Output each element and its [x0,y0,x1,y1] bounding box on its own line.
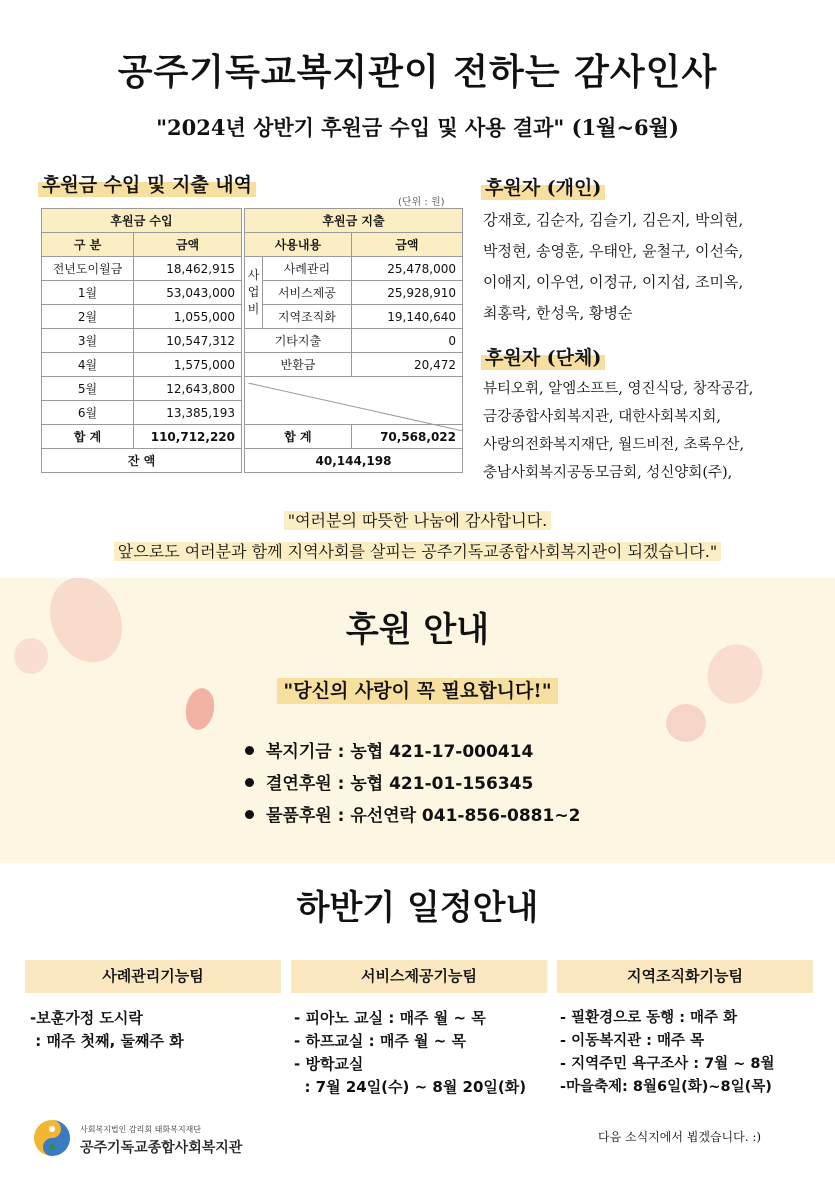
thanks-line: 앞으로도 여러분과 함께 지역사회를 살피는 공주기독교종합사회복지관이 되겠습니다." [114,542,721,561]
expense-total: 70,568,022 [351,425,462,449]
donor-line: 뷰티오휘, 알엠소프트, 영진식당, 창작공감, [483,381,754,397]
business-label: 사 업 비 [245,257,263,329]
balance-amount: 40,144,198 [245,449,463,473]
balance-label: 잔 액 [42,449,242,473]
empty-cell-diagonal [248,383,463,431]
schedule-line: - 이동복지관 : 매주 목 [560,1033,705,1049]
income-label: 4월 [42,353,134,377]
donor-line: 사랑의전화복지재단, 월드비전, 초록우산, [483,437,745,453]
support-quote-text: "당신의 사랑이 꼭 필요합니다!" [277,678,557,704]
donor-line: 최홍락, 한성욱, 황병순 [483,304,633,322]
donor-line: 강재호, 김순자, 김슬기, 김은지, 박의현, [483,211,744,229]
income-amount: 10,547,312 [134,329,242,353]
expense-total-label: 합 계 [245,425,352,449]
organization-logo-icon [32,1118,72,1158]
bullet-icon [245,746,254,755]
expense-label: 지역조직화 [263,305,352,329]
donor-line: 박정현, 송영훈, 우태안, 윤철구, 이선숙, [483,242,744,260]
team-head-service: 서비스제공기능팀 [291,960,547,993]
finance-table [41,208,463,473]
expense-amount: 19,140,640 [351,305,462,329]
support-list [245,736,580,832]
schedule-line: - 필환경으로 동행 : 매주 화 [560,1010,738,1026]
donor-line: 충남사회복지공동모금회, 성신양회(주), [483,465,733,481]
col-amount2: 금액 [351,233,462,257]
thanks-message [0,505,835,567]
income-label: 전년도이월금 [42,257,134,281]
schedule-line: -마을축제: 8월6일(화)~8일(목) [560,1079,772,1095]
schedule-title: 하반기 일정안내 [296,888,539,928]
petal-decoration [666,704,706,742]
donor-line: 이애지, 이우연, 이정규, 이지섭, 조미옥, [483,273,744,291]
team-head-community: 지역조직화기능팀 [557,960,813,993]
income-label: 5월 [42,377,134,401]
donor-line: 금강종합사회복지관, 대한사회복지회, [483,409,721,425]
schedule-line: - 하프교실 : 매주 월 ~ 목 [294,1032,467,1050]
expense-label: 사례관리 [263,257,352,281]
balance-row [42,449,463,473]
support-band [0,578,835,863]
income-amount: 1,055,000 [134,305,242,329]
schedule-line: - 피아노 교실 : 매주 월 ~ 목 [294,1009,486,1027]
income-label: 2월 [42,305,134,329]
support-item: 복지기금 : 농협 421-17-000414 [266,742,534,762]
income-amount: 53,043,000 [134,281,242,305]
support-quote [0,676,835,703]
org-name: 공주기독교종합사회복지관 [80,1140,243,1156]
support-item: 물품후원 : 유선연락 041-856-0881~2 [266,806,581,826]
income-total: 110,712,220 [134,425,242,449]
team-head-case: 사례관리기능팀 [25,960,281,993]
list-item [245,800,580,832]
expense-amount: 20,472 [351,353,462,377]
col-amount: 금액 [134,233,242,257]
table-row [42,353,463,377]
income-label: 1월 [42,281,134,305]
expense-amount: 25,928,910 [351,281,462,305]
income-label: 3월 [42,329,134,353]
table-row [42,329,463,353]
col-category: 구 분 [42,233,134,257]
donors-individual-list [483,205,743,329]
expense-header: 후원금 지출 [245,209,463,233]
income-amount: 18,462,915 [134,257,242,281]
expense-label: 반환금 [245,353,352,377]
expense-label: 서비스제공 [263,281,352,305]
schedule-line: -보훈가정 도시락 [30,1009,143,1027]
page-subtitle: "2024년 상반기 후원금 수입 및 사용 결과" (1월~6월) [156,115,679,140]
donors-individual-title: 후원자 (개인) [481,173,605,200]
table-row [42,257,463,281]
list-item [245,768,580,800]
org-subtitle: 사회복지법인 감리회 태화복지재단 [80,1125,202,1134]
finance-section-title: 후원금 수입 및 지출 내역 [38,170,256,197]
thanks-line: "여러분의 따뜻한 나눔에 감사합니다. [284,511,552,530]
unit-label: (단위 : 원) [398,197,445,208]
schedule-line: : 7월 24일(수) ~ 8월 20일(화) [294,1078,527,1096]
schedule-line: - 지역주민 욕구조사 : 7월 ~ 8월 [560,1056,775,1072]
schedule-line: - 방학교실 [294,1055,364,1073]
total-label: 합 계 [42,425,134,449]
donors-group-list [483,375,753,487]
bullet-icon [245,810,254,819]
closing-message: 다음 소식지에서 뵙겠습니다. :) [598,1130,762,1144]
schedule-line: : 매주 첫째, 둘째주 화 [30,1032,184,1050]
income-amount: 13,385,193 [134,401,242,425]
support-item: 결연후원 : 농협 421-01-156345 [266,774,534,794]
income-amount: 12,643,800 [134,377,242,401]
team-body-community [560,1007,822,1099]
income-amount: 1,575,000 [134,353,242,377]
team-body-service [294,1007,550,1099]
bullet-icon [245,778,254,787]
col-usage: 사용내용 [245,233,352,257]
expense-label: 기타지출 [245,329,352,353]
income-header: 후원금 수입 [42,209,242,233]
support-title: 후원 안내 [345,610,490,650]
team-body-case [30,1007,280,1053]
donors-group-title: 후원자 (단체) [481,343,605,370]
expense-amount: 0 [351,329,462,353]
page-title: 공주기독교복지관이 전하는 감사인사 [117,52,718,93]
income-label: 6월 [42,401,134,425]
expense-amount: 25,478,000 [351,257,462,281]
list-item [245,736,580,768]
